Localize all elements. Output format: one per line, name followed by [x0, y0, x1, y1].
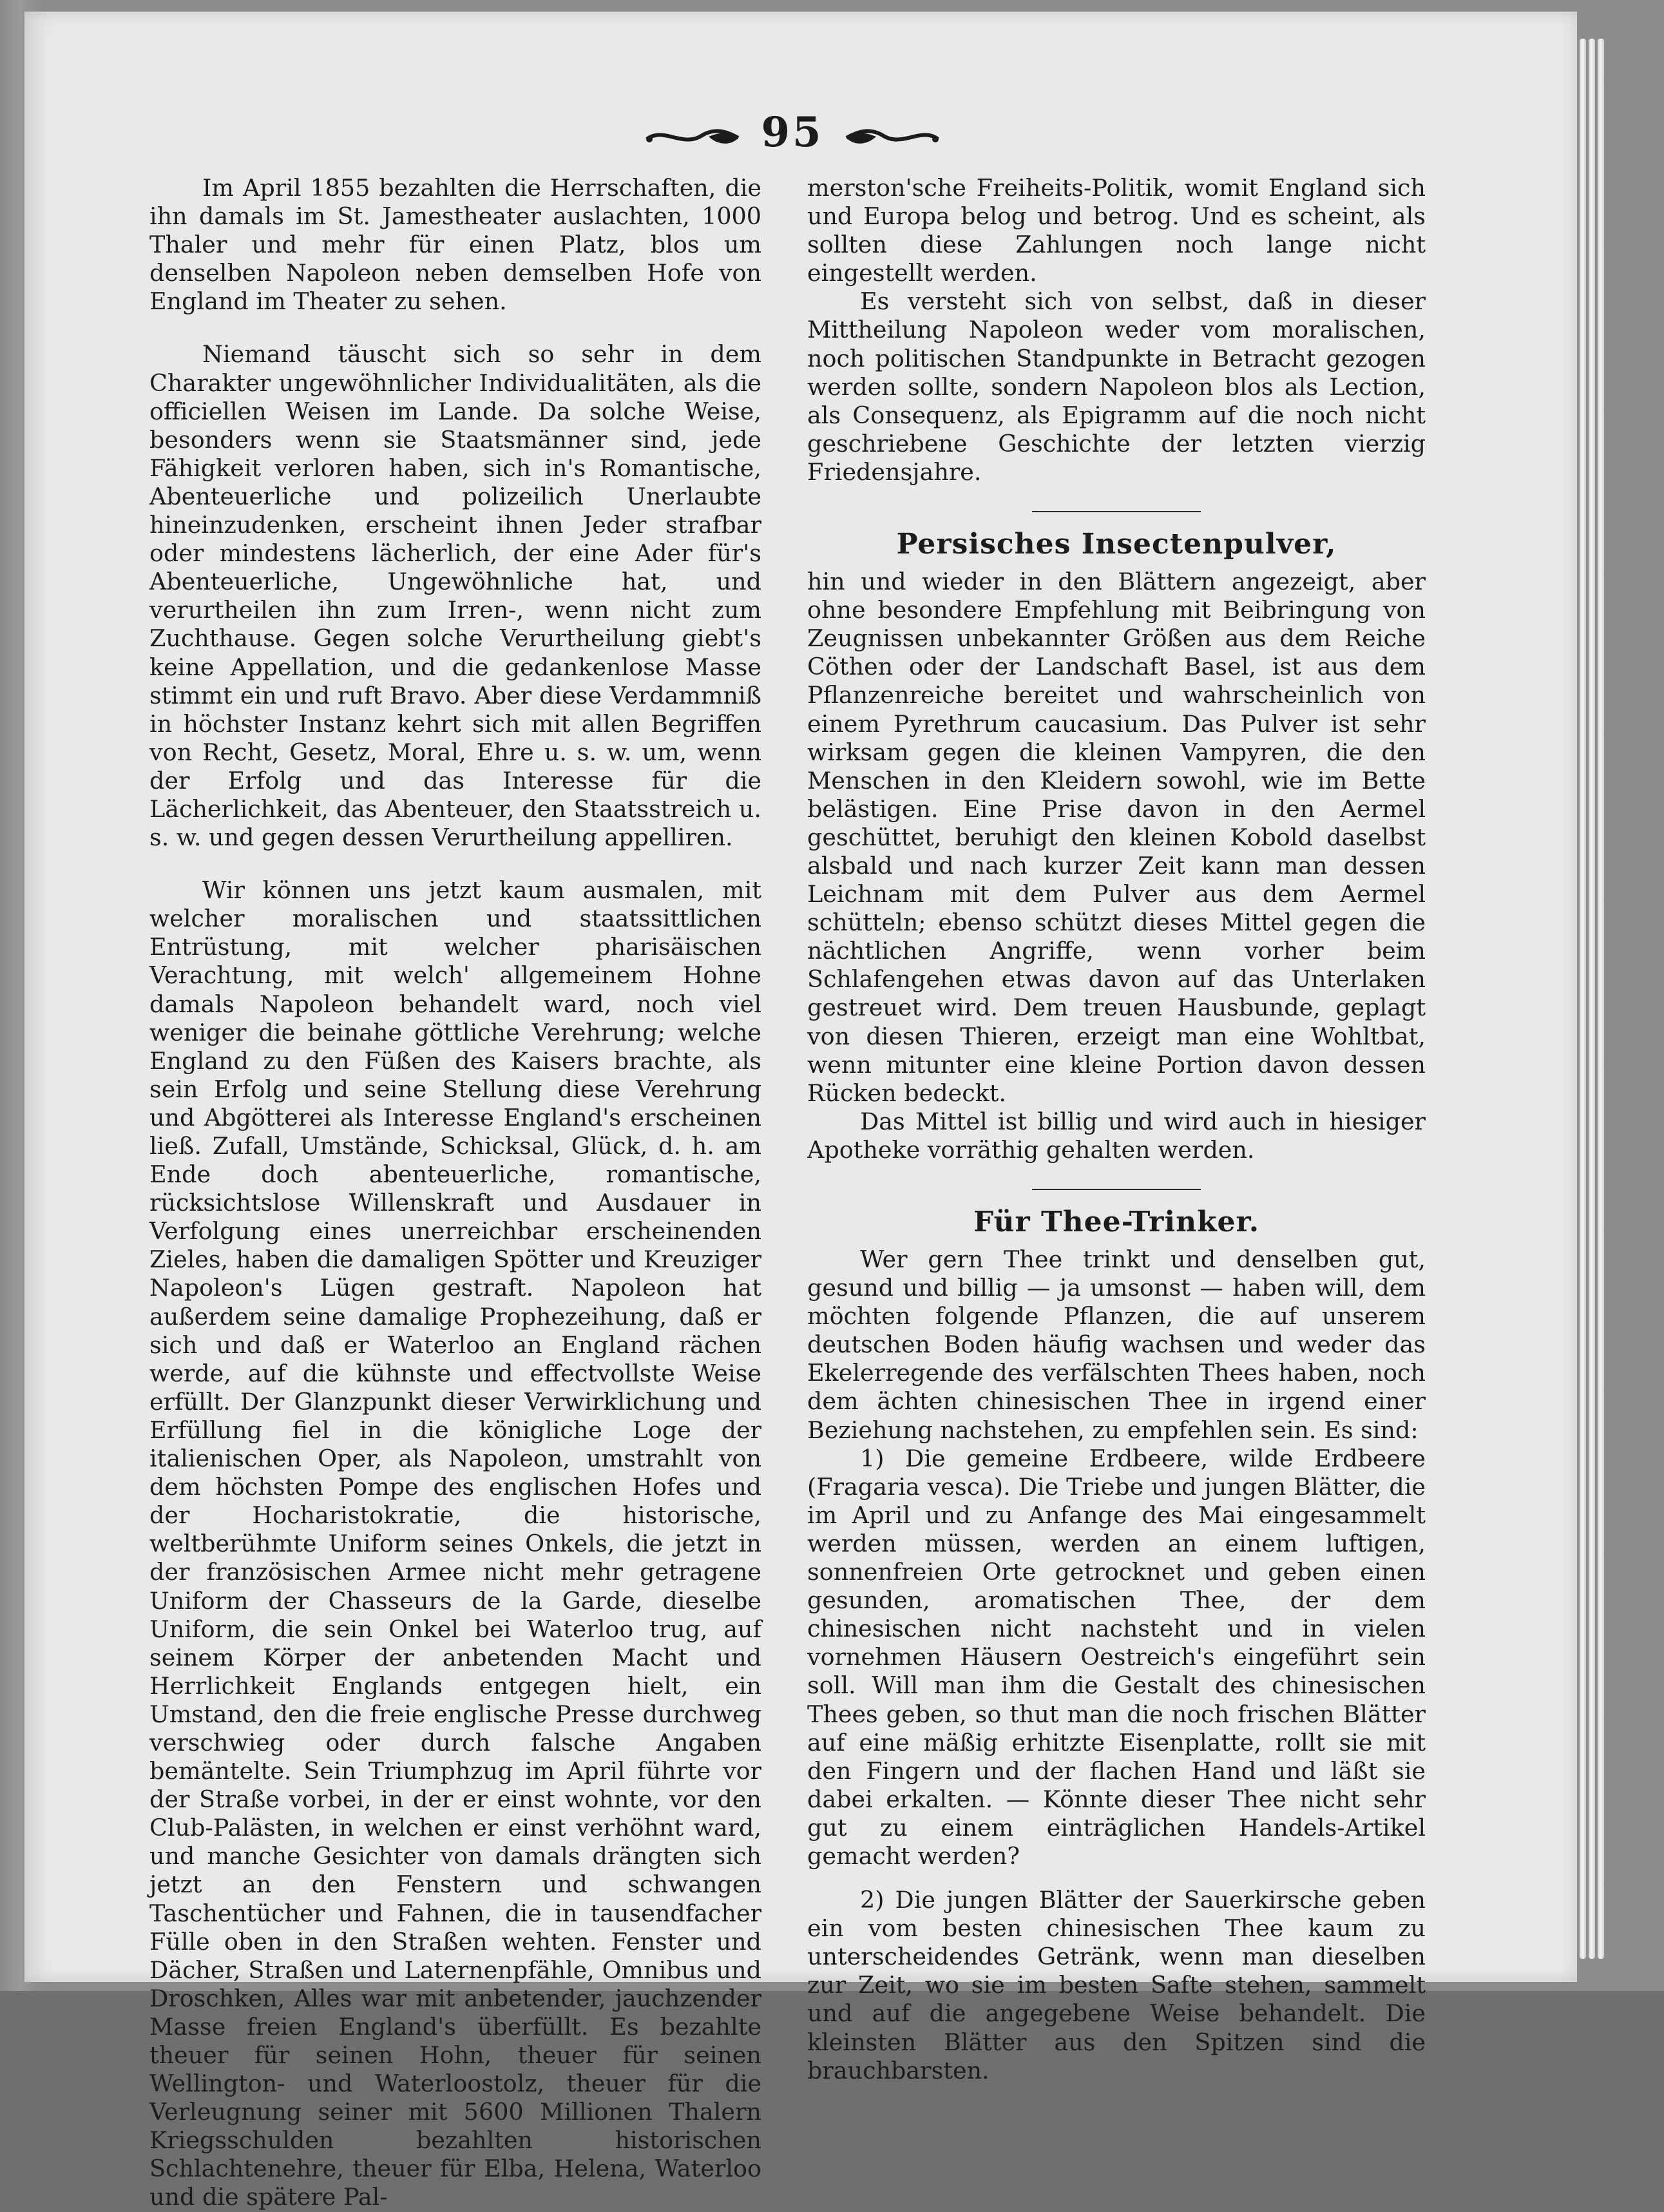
paragraph-continuation: merston'sche Freiheits-Politik, womit England sich und Europa belog und betrog. Und es scheint, als sollten diese Zahlungen noch lange nicht eingestellt werden. [807, 174, 1426, 287]
page-number: 95 [761, 108, 824, 157]
right-flourish-ornament [844, 122, 941, 151]
paragraph-official-wisdom: Niemand täuscht sich so sehr in dem Charakter ungewöhnlicher Individualitäten, als die officiellen Weisen im Lande. Da solche Weise, besonders wenn sie Staatsmänner sind, jede Fähigkeit verloren haben, sich in's Romantische, Abenteuerliche und polizeilich Unerlaubte hineinzudenken, erscheint ihnen Jeder strafbar oder mindestens lächerlich, der eine Ader für's Abenteuerliche, Ungewöhnliche hat, und verurtheilen ihn zum Irren-, wenn nicht zum Zuchthause. Gegen solche Verurtheilung giebt's keine Appellation, und die gedankenlose Masse stimmt ein und ruft Bravo. Aber diese Verdammniß in höchster Instanz kehrt sich mit allen Begriffen von Recht, Gesetz, Moral, Ehre u. s. w. um, wenn der Erfolg und das Interesse für die Lächerlichkeit, das Abenteuer, den Staatsstreich u. s. w. und gegen dessen Verurtheilung appelliren. [149, 340, 761, 852]
heading-insect-powder: Persisches Insectenpulver, [896, 528, 1337, 561]
paragraph-insect-powder: hin und wieder in den Blättern angezeigt, aber ohne besondere Empfehlung mit Beibringung von Zeugnissen unbekannter Größen aus dem Reiche Cöthen oder der Landschaft Basel, ist aus dem Pflanzenreiche bereitet und wahrscheinlich von einem Pyrethrum caucasium. Das Pulver ist sehr wirksam gegen die kleinen Vampyren, die den Menschen in den Kleidern sowohl, wie im Bette belästigen. Eine Prise davon in den Aermel geschüttet, beruhigt den kleinen Kobold daselbst alsbald und nach kurzer Zeit kann man dessen Leichnam mit dem Pulver aus dem Aermel schütteln; ebenso schützt dieses Mittel gegen die nächtlichen Angriffe, wenn vorher beim Schlafengehen etwas davon auf das Unterlaken gestreuet wird. Dem treuen Hausbunde, geplagt von diesen Thieren, erzeigt man eine Wohltbat, wenn mitunter eine kleine Portion davon dessen Rücken bedeckt. [807, 568, 1426, 1107]
paragraph-april-1855: Im April 1855 bezahlten die Herrschaften, die ihn damals im St. Jamestheater auslachten, 1000 Thaler und mehr für einen Platz, blos um denselben Napoleon neben demselben Hofe von England im Theater zu sehen. [149, 174, 761, 316]
page-edge [1580, 39, 1586, 1959]
paragraph-sour-cherry: 2) Die jungen Blätter der Sauerkirsche geben ein vom besten chinesischen Thee kaum zu unterscheidendes Getränk, wenn man dieselben zur Zeit, wo sie im besten Safte stehen, sammelt und auf die angegebene Weise behandelt. Die kleinsten Blätter aus den Spitzen sind die brauchbarsten. [807, 1886, 1426, 2084]
paragraph-closing-remark: Es versteht sich von selbst, daß in dieser Mittheilung Napoleon weder vom moralischen, noch politischen Standpunkte in Betracht gezogen werden sollte, sondern Napoleon blos als Lection, als Consequenz, als Epigramm auf die noch nicht geschriebene Geschichte der letzten vierzig Friedensjahre. [807, 287, 1426, 486]
page-edge [1598, 39, 1604, 1959]
right-column [807, 174, 1426, 2085]
paragraph-strawberry: 1) Die gemeine Erdbeere, wilde Erdbeere (Fragaria vesca). Die Triebe und jungen Blätter, die im April und zu Anfange des Mai eingesammelt werden müssen, werden an einem luftigen, sonnenfreien Orte getrocknet und geben einen gesunden, aromatischen Thee, der dem chinesischen nicht nachsteht und in vielen vornehmen Häusern Oestreich's eingeführt sein soll. Will man ihm die Gestalt des chinesischen Thees geben, so thut man die noch frischen Blätter auf eine mäßig erhitzte Eisenplatte, rollt sie mit den Fingern und der flachen Hand und läßt sie dabei erkalten. — Könnte dieser Thee nicht sehr gut zu einem einträglichen Handels-Artikel gemacht werden? [807, 1444, 1426, 1870]
paragraph-tea-intro: Wer gern Thee trinkt und denselben gut, gesund und billig — ja umsonst — haben will, dem möchten folgende Pflanzen, die auf unserem deutschen Boden häufig wachsen und weder das Ekelerregende des verfälschten Thees haben, noch dem ächten chinesischen Thee in irgend einer Beziehung nachstehen, zu empfehlen sein. Es sind: [807, 1245, 1426, 1444]
page-edge [1589, 39, 1595, 1959]
left-flourish-ornament [644, 122, 741, 151]
left-column [149, 174, 761, 2212]
paragraph-pharmacy: Das Mittel ist billig und wird auch in hiesiger Apotheke vorräthig gehalten werden. [807, 1107, 1426, 1164]
page-header [631, 108, 953, 166]
section-divider [1032, 511, 1201, 512]
section-divider [1032, 1189, 1201, 1190]
heading-tea-drinkers: Für Thee-Trinker. [973, 1206, 1260, 1238]
paragraph-napoleon-triumph: Wir können uns jetzt kaum ausmalen, mit welcher moralischen und staatssittlichen Entrüstung, mit welcher pharisäischen Verachtung, mit welch' allgemeinem Hohne damals Napoleon behandelt ward, noch viel weniger die beinahe göttliche Verehrung; welche England zu den Füßen des Kaisers brachte, als sein Erfolg und seine Stellung diese Verehrung und Abgötterei als Interesse England's erscheinen ließ. Zufall, Umstände, Schicksal, Glück, d. h. am Ende doch abenteuerliche, romantische, rücksichtslose Willenskraft und Ausdauer in Verfolgung eines unerreichbar erscheinenden Zieles, haben die damaligen Spötter und Kreuziger Napoleon's Lügen gestraft. Napoleon hat außerdem seine damalige Prophezeihung, daß er sich und daß er Waterloo an England rächen werde, auf die kühnste und effectvollste Weise erfüllt. Der Glanzpunkt dieser Verwirklichung und Erfüllung fiel in die königliche Loge der italienischen Oper, als Napoleon, umstrahlt von dem höchsten Pompe des englischen Hofes und der Hocharistokratie, die historische, weltberühmte Uniform seines Onkels, die jetzt in der französischen Armee nicht mehr getragene Uniform der Chasseurs de la Garde, dieselbe Uniform, die sein Onkel bei Waterloo trug, auf seinem Körper der anbetenden Macht und Herrlichkeit Englands entgegen hielt, ein Umstand, den die freie englische Presse durchweg verschwieg oder durch falsche Angaben bemäntelte. Sein Triumphzug im April führte vor der Straße vorbei, in der er einst wohnte, vor den Club-Palästen, in welchen er einst verhöhnt ward, und manche Gesichter von damals drängten sich jetzt an den Fenstern und schwangen Taschentücher und Fahnen, die in tausendfacher Fülle oben in den Straßen wehten. Fenster und Dächer, Straßen und Laternenpfähle, Omnibus und Droschken, Alles war mit anbetender, jauchzender Masse freien England's überfüllt. Es bezahlte theuer für seinen Hohn, theuer für seinen Wellington- und Waterloostolz, theuer für die Verleugnung seiner mit 5600 Millionen Thalern Kriegsschulden bezahlten historischen Schlachtenehre, theuer für Elba, Helena, Waterloo und die spätere Pal- [149, 876, 761, 2211]
